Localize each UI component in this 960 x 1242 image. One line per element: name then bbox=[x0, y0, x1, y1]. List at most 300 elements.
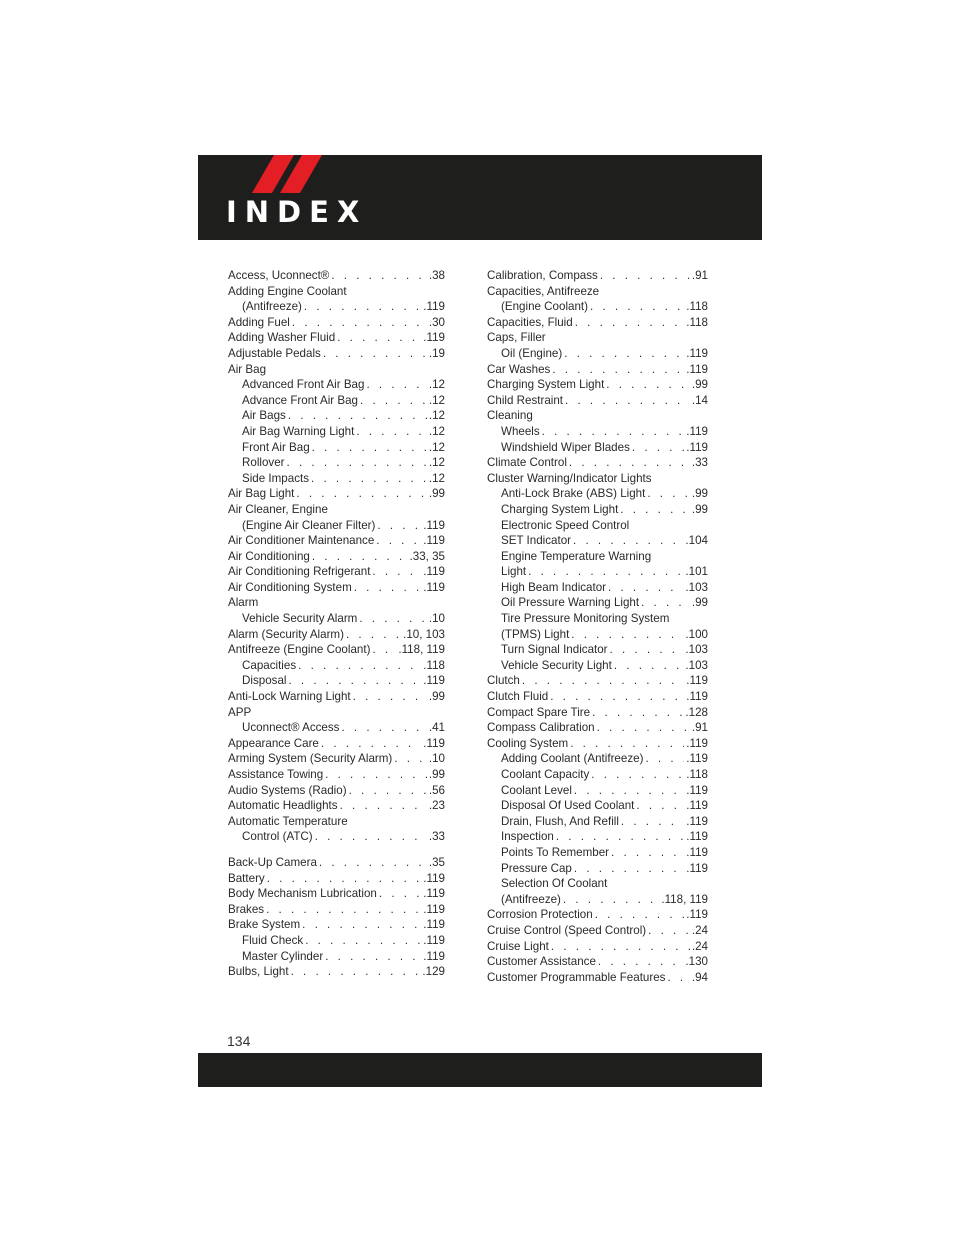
index-entry bbox=[487, 705, 708, 721]
index-entry bbox=[487, 611, 708, 627]
index-entry bbox=[487, 829, 708, 845]
index-entry-page: .119 bbox=[686, 861, 708, 875]
index-entry-term: Charging System Light bbox=[487, 378, 605, 392]
index-entry bbox=[487, 939, 708, 955]
index-entry-term: Air Bag bbox=[228, 362, 267, 376]
index-entry-page: .38 bbox=[428, 269, 445, 282]
index-entry-term: Automatic Temperature bbox=[228, 814, 348, 828]
dot-leader bbox=[620, 502, 690, 518]
index-entry-term: Customer Assistance bbox=[487, 955, 596, 969]
index-entry bbox=[228, 595, 445, 611]
index-entry-page: .118 bbox=[423, 658, 445, 672]
index-entry-page: .118, 119 bbox=[398, 643, 445, 657]
index-entry-page: .99 bbox=[428, 690, 445, 704]
index-entry-page: .41 bbox=[428, 721, 445, 735]
dot-leader bbox=[606, 377, 690, 393]
index-entry-term: Compass Calibration bbox=[487, 721, 595, 735]
dot-leader bbox=[552, 362, 684, 378]
red-stripes-logo bbox=[252, 155, 322, 193]
index-entry bbox=[487, 845, 708, 861]
dot-leader bbox=[319, 855, 427, 871]
dot-leader bbox=[564, 346, 684, 362]
index-entry-page: .12 bbox=[428, 440, 445, 454]
index-entry bbox=[228, 330, 445, 346]
index-entry-page: .119 bbox=[423, 565, 445, 579]
dot-leader bbox=[267, 871, 422, 887]
index-entry-term: Wheels bbox=[501, 424, 540, 438]
index-entry-page: .119 bbox=[423, 949, 445, 963]
index-entry-page: .119 bbox=[423, 674, 445, 688]
dot-leader bbox=[360, 393, 427, 409]
dot-leader bbox=[570, 736, 684, 752]
dot-leader bbox=[667, 970, 689, 986]
index-entry bbox=[487, 767, 708, 783]
index-entry-term: Side Impacts bbox=[242, 471, 310, 485]
dot-leader bbox=[359, 611, 427, 627]
index-entry bbox=[487, 736, 708, 752]
index-entry bbox=[487, 876, 708, 892]
index-entry-page: .119 bbox=[686, 362, 708, 376]
index-entry-page: .119 bbox=[423, 918, 445, 932]
index-entry-term: Cluster Warning/Indicator Lights bbox=[487, 471, 652, 485]
index-entry bbox=[487, 346, 708, 362]
index-entry bbox=[228, 518, 445, 534]
index-entry-page: .99 bbox=[428, 768, 445, 781]
dot-leader bbox=[590, 299, 684, 315]
index-entry-page: .12 bbox=[428, 424, 445, 438]
index-entry bbox=[228, 871, 445, 887]
index-column-right bbox=[487, 268, 708, 985]
dot-leader bbox=[354, 580, 422, 596]
index-entry bbox=[487, 471, 708, 487]
index-entry-page: .119 bbox=[686, 845, 708, 859]
index-entry bbox=[487, 689, 708, 705]
index-entry bbox=[228, 549, 445, 565]
index-entry-term: Uconnect® Access bbox=[242, 721, 340, 735]
index-entry-term: Calibration, Compass bbox=[487, 269, 598, 282]
index-entry bbox=[487, 970, 708, 986]
index-entry-term: Electronic Speed Control bbox=[501, 518, 630, 532]
dot-leader bbox=[595, 907, 685, 923]
index-column-left bbox=[228, 268, 445, 980]
dot-leader bbox=[641, 595, 690, 611]
index-entry bbox=[487, 751, 708, 767]
index-entry-term: Engine Temperature Warning bbox=[501, 549, 652, 563]
index-entry-page: .119 bbox=[686, 346, 708, 360]
index-entry-term: Caps, Filler bbox=[487, 331, 546, 345]
index-entry-term: Air Conditioning Refrigerant bbox=[228, 565, 371, 579]
index-entry bbox=[487, 268, 708, 284]
index-entry-page: .12 bbox=[428, 393, 445, 407]
index-entry bbox=[228, 502, 445, 518]
index-entry bbox=[228, 424, 445, 440]
index-entry bbox=[487, 595, 708, 611]
index-entry bbox=[487, 315, 708, 331]
index-entry bbox=[228, 751, 445, 767]
index-entry-page: .119 bbox=[423, 580, 445, 594]
index-entry-page: .33, 35 bbox=[409, 549, 445, 563]
dot-leader bbox=[349, 783, 427, 799]
dot-leader bbox=[592, 705, 683, 721]
index-entry-page: .91 bbox=[691, 269, 708, 282]
index-entry bbox=[228, 284, 445, 300]
index-entry-page: .33 bbox=[691, 456, 708, 470]
index-entry-page: .119 bbox=[423, 518, 445, 532]
index-entry-term: Air Conditioner Maintenance bbox=[228, 534, 375, 548]
index-entry-page: .99 bbox=[691, 596, 708, 610]
index-entry-term: APP bbox=[228, 705, 252, 719]
index-entry bbox=[487, 783, 708, 799]
index-entry-page: .103 bbox=[685, 658, 708, 672]
dot-leader bbox=[302, 917, 421, 933]
index-entry bbox=[228, 855, 445, 871]
index-entry-term: Points To Remember bbox=[501, 845, 610, 859]
dot-leader bbox=[291, 964, 421, 980]
dot-leader bbox=[304, 299, 421, 315]
dot-leader bbox=[305, 933, 421, 949]
dot-leader bbox=[311, 471, 427, 487]
index-entry-term: Coolant Capacity bbox=[501, 768, 590, 781]
index-entry bbox=[228, 440, 445, 456]
index-entry-page: .119 bbox=[423, 933, 445, 947]
index-entry-page: .99 bbox=[428, 487, 445, 501]
index-entry-page: .14 bbox=[691, 393, 708, 407]
index-entry bbox=[228, 720, 445, 736]
index-entry-page: .99 bbox=[691, 487, 708, 501]
index-entry bbox=[487, 284, 708, 300]
index-entry bbox=[487, 627, 708, 643]
index-entry-page: .12 bbox=[428, 456, 445, 470]
index-entry-page: .94 bbox=[691, 970, 708, 984]
index-entry-page: .119 bbox=[686, 440, 708, 454]
index-entry-page: .118, 119 bbox=[661, 892, 708, 906]
index-entry-page: .119 bbox=[686, 908, 708, 922]
index-entry bbox=[228, 658, 445, 674]
index-entry-term: Brakes bbox=[228, 902, 265, 916]
index-entry-page: .19 bbox=[428, 346, 445, 360]
dot-leader bbox=[337, 330, 421, 346]
index-entry bbox=[228, 829, 445, 845]
dot-leader bbox=[608, 580, 683, 596]
index-entry-term: Air Cleaner, Engine bbox=[228, 502, 328, 516]
index-entry-term: Audio Systems (Radio) bbox=[228, 783, 347, 797]
index-entry-term: Back-Up Camera bbox=[228, 855, 317, 869]
dot-leader bbox=[394, 751, 427, 767]
index-entry-term: Selection Of Coolant bbox=[501, 877, 608, 891]
index-entry-page: .10, 103 bbox=[403, 627, 445, 641]
index-entry-term: Child Restraint bbox=[487, 393, 564, 407]
index-entry-term: Air Conditioning bbox=[228, 549, 310, 563]
index-entry-term: Clutch bbox=[487, 674, 520, 688]
index-entry-page: .12 bbox=[428, 471, 445, 485]
index-entry-term: Access, Uconnect® bbox=[228, 269, 330, 282]
index-entry-page: .119 bbox=[686, 424, 708, 438]
index-entry-page: .118 bbox=[686, 300, 708, 314]
index-entry-term: Cruise Light bbox=[487, 939, 549, 953]
index-entry-page: .129 bbox=[422, 965, 445, 979]
dot-leader bbox=[591, 767, 684, 783]
dot-leader bbox=[542, 424, 685, 440]
index-entry bbox=[487, 954, 708, 970]
dot-leader bbox=[325, 767, 427, 783]
dot-leader bbox=[550, 689, 684, 705]
index-entry-page: .119 bbox=[423, 300, 445, 314]
index-entry-term: Capacities bbox=[242, 658, 297, 672]
index-entry-page: .119 bbox=[423, 534, 445, 548]
dot-leader bbox=[379, 886, 421, 902]
index-entry-page: .119 bbox=[686, 674, 708, 688]
index-entry-page: .119 bbox=[423, 902, 445, 916]
index-entry-page: .30 bbox=[428, 315, 445, 329]
index-entry-term: (Antifreeze) bbox=[501, 892, 561, 906]
index-entry bbox=[228, 471, 445, 487]
index-entry-term: Customer Programmable Features bbox=[487, 970, 666, 984]
index-entry-term: Disposal bbox=[242, 674, 287, 688]
dot-leader bbox=[323, 346, 427, 362]
index-entry-term: Air Bag Warning Light bbox=[242, 424, 355, 438]
index-entry-term: Turn Signal Indicator bbox=[501, 643, 608, 657]
index-entry-term: Alarm bbox=[228, 596, 259, 610]
index-entry-term: Vehicle Security Light bbox=[501, 658, 612, 672]
dot-leader bbox=[331, 268, 427, 284]
index-entry bbox=[228, 767, 445, 783]
dot-leader bbox=[288, 408, 427, 424]
dot-leader bbox=[315, 829, 427, 845]
index-entry-page: .24 bbox=[691, 923, 708, 937]
dot-leader bbox=[325, 949, 421, 965]
index-entry-term: (TPMS) Light bbox=[501, 627, 570, 641]
index-entry bbox=[487, 393, 708, 409]
index-entry-page: .10 bbox=[428, 752, 445, 766]
dot-leader bbox=[647, 486, 690, 502]
index-entry bbox=[228, 393, 445, 409]
dot-leader bbox=[614, 658, 684, 674]
dot-leader bbox=[556, 829, 684, 845]
dot-leader bbox=[528, 564, 683, 580]
index-entry bbox=[487, 814, 708, 830]
index-entry-term: Pressure Cap bbox=[501, 861, 572, 875]
index-entry bbox=[228, 783, 445, 799]
index-entry-page: .119 bbox=[423, 331, 445, 345]
index-entry-term: (Antifreeze) bbox=[242, 300, 302, 314]
index-entry bbox=[228, 705, 445, 721]
dot-leader bbox=[597, 720, 690, 736]
index-entry-page: .119 bbox=[686, 830, 708, 844]
dot-leader bbox=[287, 455, 427, 471]
index-entry bbox=[487, 330, 708, 346]
index-entry bbox=[487, 533, 708, 549]
index-entry bbox=[228, 627, 445, 643]
dot-leader bbox=[376, 533, 421, 549]
index-entry-term: Oil Pressure Warning Light bbox=[501, 596, 640, 610]
index-entry-term: Master Cylinder bbox=[242, 949, 324, 963]
index-entry bbox=[228, 486, 445, 502]
index-entry-term: Adding Fuel bbox=[228, 315, 290, 329]
index-entry bbox=[487, 377, 708, 393]
dot-leader bbox=[632, 440, 684, 456]
index-entry-term: Alarm (Security Alarm) bbox=[228, 627, 344, 641]
index-entry-term: Brake System bbox=[228, 918, 301, 932]
dot-leader bbox=[377, 518, 421, 534]
index-entry-term: Antifreeze (Engine Coolant) bbox=[228, 643, 371, 657]
index-entry-page: .119 bbox=[686, 752, 708, 766]
dot-leader bbox=[645, 751, 684, 767]
index-entry-page: .35 bbox=[428, 855, 445, 869]
index-entry bbox=[228, 902, 445, 918]
index-entry-page: .91 bbox=[691, 721, 708, 735]
index-entry-page: .24 bbox=[691, 939, 708, 953]
dot-leader bbox=[266, 902, 421, 918]
index-entry bbox=[487, 923, 708, 939]
dot-leader bbox=[611, 845, 684, 861]
index-entry-page: .10 bbox=[428, 612, 445, 626]
index-entry-page: .118 bbox=[686, 315, 708, 329]
index-entry-term: Adding Washer Fluid bbox=[228, 331, 336, 345]
footer-band bbox=[198, 1053, 762, 1087]
index-entry bbox=[487, 907, 708, 923]
index-entry-term: SET Indicator bbox=[501, 534, 572, 548]
dot-leader bbox=[366, 377, 426, 393]
index-entry bbox=[228, 580, 445, 596]
index-entry bbox=[487, 798, 708, 814]
index-entry-term: Cooling System bbox=[487, 736, 569, 750]
dot-leader bbox=[292, 315, 427, 331]
index-entry bbox=[228, 798, 445, 814]
dot-leader bbox=[569, 455, 690, 471]
index-entry bbox=[487, 861, 708, 877]
index-entry-page: .119 bbox=[423, 871, 445, 885]
dot-leader bbox=[522, 673, 684, 689]
index-entry-page: .99 bbox=[691, 378, 708, 392]
dot-leader bbox=[312, 440, 427, 456]
dot-leader bbox=[372, 564, 421, 580]
index-entry-term: Corrosion Protection bbox=[487, 908, 593, 922]
index-entry-term: Air Bags bbox=[242, 409, 286, 423]
index-entry-page: .128 bbox=[685, 705, 708, 719]
index-entry-page: .33 bbox=[428, 830, 445, 844]
index-entry bbox=[487, 424, 708, 440]
index-entry-term: Tire Pressure Monitoring System bbox=[501, 612, 670, 626]
index-entry-page: .99 bbox=[691, 502, 708, 516]
index-entry-page: .104 bbox=[685, 534, 708, 548]
index-entry-term: Disposal Of Used Coolant bbox=[501, 799, 635, 813]
dot-leader bbox=[298, 658, 421, 674]
index-entry bbox=[228, 736, 445, 752]
index-entry bbox=[228, 408, 445, 424]
index-entry-term: Coolant Level bbox=[501, 783, 572, 797]
index-entry bbox=[487, 408, 708, 424]
page-title: INDEX bbox=[226, 195, 368, 229]
index-entry-term: High Beam Indicator bbox=[501, 580, 607, 594]
dot-leader bbox=[353, 689, 427, 705]
index-entry bbox=[228, 268, 445, 284]
index-entry bbox=[487, 642, 708, 658]
index-entry-term: Automatic Headlights bbox=[228, 799, 338, 813]
index-entry-page: .119 bbox=[686, 736, 708, 750]
index-entry-page: .119 bbox=[686, 799, 708, 813]
index-entry-term: Charging System Light bbox=[501, 502, 619, 516]
index-entry-page: .100 bbox=[685, 627, 708, 641]
index-entry-term: Battery bbox=[228, 871, 265, 885]
index-entry-term: Adding Engine Coolant bbox=[228, 284, 347, 298]
index-entry bbox=[228, 533, 445, 549]
dot-leader bbox=[356, 424, 427, 440]
index-entry-page: .12 bbox=[428, 409, 445, 423]
index-entry bbox=[487, 518, 708, 534]
index-entry-term: Appearance Care bbox=[228, 736, 319, 750]
index-entry bbox=[228, 564, 445, 580]
index-entry bbox=[228, 611, 445, 627]
index-entry bbox=[487, 673, 708, 689]
index-entry bbox=[228, 315, 445, 331]
index-entry-page: .130 bbox=[685, 955, 708, 969]
dot-leader bbox=[321, 736, 421, 752]
dot-leader bbox=[551, 939, 690, 955]
index-entry-term: Control (ATC) bbox=[242, 830, 313, 844]
index-entry bbox=[487, 502, 708, 518]
dot-leader bbox=[296, 486, 426, 502]
index-entry-term: Capacities, Antifreeze bbox=[487, 284, 600, 298]
index-entry-term: Capacities, Fluid bbox=[487, 315, 573, 329]
index-entry-page: .119 bbox=[423, 887, 445, 901]
index-entry bbox=[228, 949, 445, 965]
index-entry-term: Drain, Flush, And Refill bbox=[501, 814, 619, 828]
dot-leader bbox=[621, 814, 684, 830]
index-entry bbox=[228, 886, 445, 902]
dot-leader bbox=[372, 642, 396, 658]
index-entry-term: Bulbs, Light bbox=[228, 965, 289, 979]
index-entry bbox=[228, 689, 445, 705]
index-entry-term: Air Bag Light bbox=[228, 487, 295, 501]
dot-leader bbox=[574, 783, 684, 799]
index-entry-term: Air Conditioning System bbox=[228, 580, 352, 594]
index-entry bbox=[487, 455, 708, 471]
dot-leader bbox=[565, 393, 690, 409]
header-band bbox=[198, 155, 762, 240]
page-number: 134 bbox=[227, 1033, 251, 1049]
index-entry-term: Advanced Front Air Bag bbox=[242, 378, 365, 392]
index-entry-term: Car Washes bbox=[487, 362, 551, 376]
index-entry-page: .119 bbox=[686, 690, 708, 704]
index-entry-page: .119 bbox=[686, 814, 708, 828]
index-entry-page: .118 bbox=[686, 768, 708, 781]
index-entry-term: (Engine Air Cleaner Filter) bbox=[242, 518, 376, 532]
dot-leader bbox=[648, 923, 690, 939]
index-entry bbox=[228, 362, 445, 378]
index-entry-term: Body Mechanism Lubrication bbox=[228, 887, 377, 901]
index-entry bbox=[228, 964, 445, 980]
index-entry bbox=[228, 299, 445, 315]
dot-leader bbox=[598, 954, 684, 970]
dot-leader bbox=[340, 798, 427, 814]
index-entry-term: Adding Coolant (Antifreeze) bbox=[501, 752, 644, 766]
index-entry bbox=[487, 720, 708, 736]
index-entry-term: Anti-Lock Brake (ABS) Light bbox=[501, 487, 646, 501]
index-entry-page: .56 bbox=[428, 783, 445, 797]
index-entry-page: .119 bbox=[686, 783, 708, 797]
index-entry bbox=[228, 933, 445, 949]
index-entry-term: Light bbox=[501, 565, 527, 579]
index-entry bbox=[487, 892, 708, 908]
index-entry-term: Fluid Check bbox=[242, 933, 304, 947]
index-entry bbox=[487, 549, 708, 565]
index-entry-term: Assistance Towing bbox=[228, 768, 324, 781]
index-entry-term: Inspection bbox=[501, 830, 554, 844]
index-entry-page: .103 bbox=[685, 580, 708, 594]
index-entry bbox=[228, 377, 445, 393]
index-entry bbox=[228, 673, 445, 689]
dot-leader bbox=[346, 627, 401, 643]
